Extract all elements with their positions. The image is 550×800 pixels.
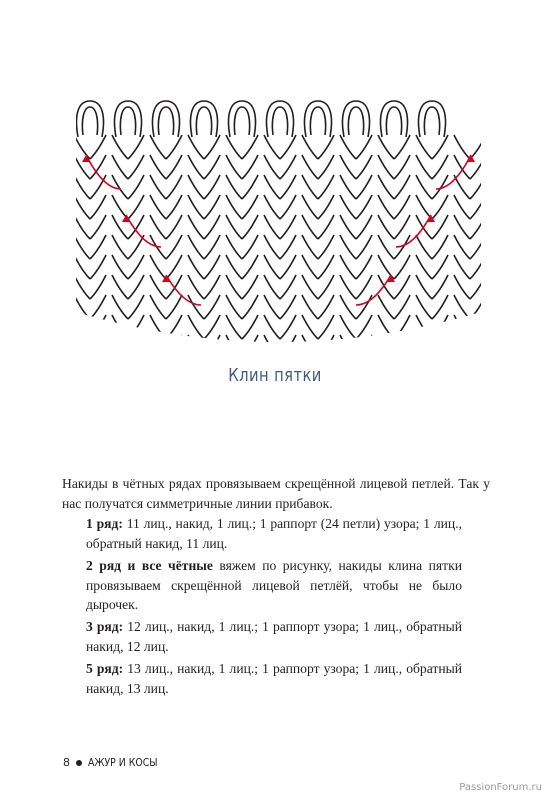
stitch-leg (264, 275, 280, 299)
stitch-leg (66, 135, 68, 159)
stitch-leg (280, 255, 296, 279)
stitch-leg (280, 135, 296, 159)
stitch-leg (166, 295, 182, 319)
row-text: вяжем по рисунку, накиды клина пятки провязываем скрещённой лицевой петлёй, чтобы не было дырочек. (86, 558, 462, 613)
stitch-leg (242, 315, 258, 339)
stitch-leg (90, 215, 106, 239)
stitch-leg (264, 215, 280, 239)
stitch-leg (204, 295, 220, 319)
stitch-leg (90, 315, 106, 339)
stitch-leg (90, 295, 106, 319)
stitch-leg (340, 215, 356, 239)
cast-on-loop (272, 107, 287, 135)
stitch-leg (280, 195, 296, 219)
stitch-leg (416, 175, 432, 199)
stitch-leg (264, 255, 280, 279)
stitch-leg (74, 195, 90, 219)
stitch-leg (378, 175, 394, 199)
stitch-leg (74, 295, 90, 319)
stitch-leg (432, 295, 448, 319)
stitch-leg (378, 295, 394, 319)
stitch-leg (150, 135, 166, 159)
stitch-leg (394, 155, 410, 179)
stitch-leg (378, 135, 394, 159)
stitch-leg (226, 335, 242, 357)
stitch-leg (112, 235, 128, 259)
stitch-leg (432, 135, 448, 159)
stitch-leg (302, 215, 318, 239)
stitch-leg (226, 295, 242, 319)
stitch-leg (432, 215, 448, 239)
stitch-leg (66, 235, 68, 259)
cast-on-loop (234, 107, 249, 135)
row-text: 13 лиц., накид, 1 лиц.; 1 раппорт узора; 1 лиц., обратный накид, 13 лиц. (86, 661, 463, 696)
stitch-leg (188, 195, 204, 219)
stitch-leg (340, 235, 356, 259)
stitch-leg (356, 255, 372, 279)
cast-on-loop (424, 107, 439, 135)
stitch-leg (226, 215, 242, 239)
stitch-leg (432, 315, 448, 339)
stitch-leg (432, 195, 448, 219)
stitch-leg (318, 155, 334, 179)
stitch-leg (242, 195, 258, 219)
stitch-leg (226, 155, 242, 179)
figure-caption: Клин пятки (228, 365, 322, 386)
stitch-leg (318, 315, 334, 339)
stitch-leg (378, 335, 394, 357)
stitch-leg (318, 235, 334, 259)
stitch-leg (128, 215, 144, 239)
stitch-leg (74, 275, 90, 299)
stitch-leg (66, 195, 68, 219)
watermark: PassionForum.ru (459, 782, 542, 793)
stitch-leg (66, 335, 68, 357)
stitch-leg (470, 255, 486, 279)
stitch-leg (150, 335, 166, 357)
stitch-leg (90, 175, 106, 199)
row-label: 5 ряд: (86, 661, 124, 676)
stitch-leg (356, 335, 372, 357)
stitch-leg (470, 235, 486, 259)
stitch-leg (66, 215, 68, 239)
stitch-leg (188, 275, 204, 299)
stitch-leg (356, 215, 372, 239)
stitch-leg (470, 195, 486, 219)
stitch-leg (470, 175, 486, 199)
stitch-leg (150, 275, 166, 299)
stitch-leg (150, 195, 166, 219)
stitch-leg (128, 335, 144, 357)
stitch-leg (66, 155, 68, 179)
stitch-leg (226, 195, 242, 219)
stitch-leg (242, 175, 258, 199)
stitch-leg (340, 175, 356, 199)
stitch-leg (128, 195, 144, 219)
stitch-leg (226, 175, 242, 199)
stitch-leg (340, 295, 356, 319)
bullet-icon (76, 760, 82, 766)
stitch-leg (128, 175, 144, 199)
stitch-leg (128, 295, 144, 319)
stitch-leg (318, 135, 334, 159)
stitch-leg (340, 155, 356, 179)
stitch-leg (66, 275, 68, 299)
stitch-leg (204, 275, 220, 299)
stitch-leg (454, 235, 470, 259)
stitch-leg (470, 295, 486, 319)
stitch-leg (340, 255, 356, 279)
stitch-leg (66, 255, 68, 279)
stitch-leg (204, 175, 220, 199)
stitch-leg (318, 195, 334, 219)
stitch-leg (454, 195, 470, 219)
stitch-leg (378, 235, 394, 259)
stitch-leg (454, 135, 470, 159)
stitch-leg (90, 135, 106, 159)
stitch-leg (454, 295, 470, 319)
stitch-leg (128, 135, 144, 159)
stitch-leg (204, 155, 220, 179)
stitch-leg (112, 295, 128, 319)
stitch-leg (90, 335, 106, 357)
stitch-leg (356, 295, 372, 319)
cast-on-loop (82, 107, 97, 135)
stitch-leg (394, 195, 410, 219)
row-label: 2 ряд и все чётные (86, 558, 213, 573)
cast-on-loop (310, 107, 325, 135)
stitch-leg (378, 155, 394, 179)
stitch-leg (356, 135, 372, 159)
stitch-leg (188, 215, 204, 239)
stitch-leg (432, 335, 448, 357)
stitch-leg (302, 175, 318, 199)
cast-on-loop (386, 107, 401, 135)
stitch-leg (470, 135, 486, 159)
row-label: 3 ряд: (86, 619, 124, 634)
stitch-leg (90, 275, 106, 299)
row-label: 1 ряд: (86, 516, 123, 531)
stitch-leg (150, 255, 166, 279)
stitch-leg (264, 175, 280, 199)
cast-on-loop (348, 107, 363, 135)
stitch-leg (166, 195, 182, 219)
stitch-leg (128, 235, 144, 259)
stitch-leg (166, 155, 182, 179)
stitch-leg (264, 295, 280, 319)
row-instruction (86, 617, 462, 656)
stitch-leg (302, 315, 318, 339)
stitch-leg (74, 215, 90, 239)
stitch-leg (280, 235, 296, 259)
stitch-leg (302, 135, 318, 159)
stitch-leg (226, 275, 242, 299)
stitch-leg (166, 335, 182, 357)
stitch-leg (242, 275, 258, 299)
stitch-leg (204, 335, 220, 357)
stitch-leg (226, 255, 242, 279)
stitch-leg (66, 175, 68, 199)
stitch-leg (340, 315, 356, 339)
stitch-leg (356, 315, 372, 339)
row-instruction (86, 659, 462, 698)
stitch-leg (432, 155, 448, 179)
stitch-leg (264, 155, 280, 179)
stitch-leg (242, 155, 258, 179)
stitch-leg (264, 335, 280, 357)
stitch-leg (74, 235, 90, 259)
stitch-leg (128, 315, 144, 339)
stitch-leg (302, 235, 318, 259)
cast-on-loop (158, 107, 173, 135)
stitch-leg (204, 235, 220, 259)
stitch-leg (378, 215, 394, 239)
stitch-leg (128, 275, 144, 299)
stitch-leg (204, 195, 220, 219)
stitch-leg (378, 195, 394, 219)
increase-arrow (436, 155, 471, 189)
stitch-leg (394, 315, 410, 339)
stitch-leg (66, 315, 68, 339)
intro-paragraph: Накиды в чётных рядах провязываем скрещённой лицевой петлей. Так у нас получатся симметричные линии прибавок. (62, 476, 490, 511)
stitch-leg (302, 295, 318, 319)
stitch-leg (188, 235, 204, 259)
stitch-leg (394, 215, 410, 239)
stitch-leg (150, 155, 166, 179)
row-instruction (86, 514, 462, 553)
stitch-leg (416, 155, 432, 179)
stitch-leg (242, 235, 258, 259)
stitch-leg (264, 315, 280, 339)
stitch-leg (280, 275, 296, 299)
stitch-leg (340, 275, 356, 299)
stitch-leg (416, 255, 432, 279)
stitch-leg (204, 215, 220, 239)
stitch-leg (66, 295, 68, 319)
stitch-leg (188, 175, 204, 199)
stitch-leg (356, 235, 372, 259)
stitch-leg (242, 255, 258, 279)
stitch-leg (150, 315, 166, 339)
stitch-leg (302, 195, 318, 219)
stitch-leg (280, 175, 296, 199)
page-footer (63, 756, 170, 769)
stitch-leg (416, 275, 432, 299)
stitch-leg (394, 335, 410, 357)
stitch-leg (356, 275, 372, 299)
stitch-leg (128, 155, 144, 179)
cast-on-loop (196, 107, 211, 135)
stitch-leg (302, 255, 318, 279)
stitch-leg (226, 315, 242, 339)
stitch-leg (470, 275, 486, 299)
stitch-leg (112, 255, 128, 279)
stitch-leg (318, 175, 334, 199)
stitch-leg (204, 315, 220, 339)
stitch-leg (416, 315, 432, 339)
stitch-leg (432, 235, 448, 259)
stitch-leg (394, 135, 410, 159)
stitch-leg (416, 295, 432, 319)
stitch-leg (74, 175, 90, 199)
stitch-leg (166, 135, 182, 159)
stitch-leg (280, 215, 296, 239)
stitch-leg (416, 335, 432, 357)
stitch-leg (204, 135, 220, 159)
stitch-leg (302, 275, 318, 299)
stitch-leg (394, 295, 410, 319)
stitch-leg (302, 155, 318, 179)
knitting-diagram (66, 97, 491, 357)
stitch-leg (74, 135, 90, 159)
stitch-leg (356, 175, 372, 199)
stitch-leg (454, 315, 470, 339)
stitch-leg (150, 215, 166, 239)
stitch-leg (416, 235, 432, 259)
stitch-leg (226, 235, 242, 259)
stitch-leg (166, 175, 182, 199)
stitch-leg (188, 255, 204, 279)
stitch-leg (432, 255, 448, 279)
stitch-leg (112, 275, 128, 299)
cast-on-loop (120, 107, 135, 135)
stitch-leg (454, 335, 470, 357)
stitch-leg (394, 255, 410, 279)
stitch-leg (318, 255, 334, 279)
stitch-leg (280, 335, 296, 357)
stitch-leg (394, 175, 410, 199)
stitch-leg (318, 215, 334, 239)
stitch-leg (394, 275, 410, 299)
stitch-leg (454, 155, 470, 179)
stitch-leg (264, 235, 280, 259)
stitch-leg (302, 335, 318, 357)
stitch-leg (112, 315, 128, 339)
stitch-leg (90, 235, 106, 259)
stitch-leg (188, 295, 204, 319)
stitch-leg (264, 135, 280, 159)
stitch-leg (280, 315, 296, 339)
stitch-leg (470, 315, 486, 339)
stitch-leg (166, 235, 182, 259)
row-text: 11 лиц., накид, 1 лиц.; 1 раппорт (24 петли) узора; 1 лиц., обратный накид, 11 лиц. (86, 516, 462, 551)
stitch-leg (166, 255, 182, 279)
stitch-leg (150, 295, 166, 319)
page-number: 8 (63, 756, 70, 769)
stitch-leg (188, 135, 204, 159)
stitch-leg (340, 135, 356, 159)
stitch-leg (340, 335, 356, 357)
stitch-leg (416, 135, 432, 159)
stitch-leg (454, 215, 470, 239)
stitch-leg (188, 335, 204, 357)
stitch-leg (150, 175, 166, 199)
row-instruction (86, 556, 462, 615)
stitch-leg (74, 315, 90, 339)
stitch-leg (90, 195, 106, 219)
stitch-leg (318, 335, 334, 357)
stitch-leg (242, 135, 258, 159)
stitch-leg (242, 295, 258, 319)
stitch-leg (166, 315, 182, 339)
stitch-leg (416, 195, 432, 219)
stitch-leg (242, 215, 258, 239)
stitch-leg (280, 295, 296, 319)
stitch-leg (432, 275, 448, 299)
stitch-leg (112, 335, 128, 357)
stitch-leg (470, 215, 486, 239)
increase-arrow (126, 215, 161, 247)
stitch-leg (264, 195, 280, 219)
stitch-leg (340, 195, 356, 219)
stitch-leg (74, 335, 90, 357)
stitch-leg (74, 255, 90, 279)
stitch-leg (242, 335, 258, 357)
stitch-leg (204, 255, 220, 279)
stitch-leg (356, 195, 372, 219)
stitch-leg (226, 135, 242, 159)
stitch-leg (188, 155, 204, 179)
stitch-leg (454, 275, 470, 299)
stitch-leg (454, 255, 470, 279)
stitch-leg (318, 275, 334, 299)
stitch-leg (378, 315, 394, 339)
section-title: АЖУР И КОСЫ (88, 756, 158, 769)
stitch-leg (112, 155, 128, 179)
stitch-leg (90, 255, 106, 279)
stitch-leg (112, 135, 128, 159)
stitch-leg (166, 215, 182, 239)
row-text: 12 лиц., накид, 1 лиц.; 1 раппорт узора; 1 лиц., обратный накид, 12 лиц. (86, 619, 463, 654)
stitch-leg (318, 295, 334, 319)
stitch-leg (128, 255, 144, 279)
stitch-leg (470, 335, 486, 357)
stitch-leg (280, 155, 296, 179)
stitch-leg (356, 155, 372, 179)
stitch-leg (188, 315, 204, 339)
